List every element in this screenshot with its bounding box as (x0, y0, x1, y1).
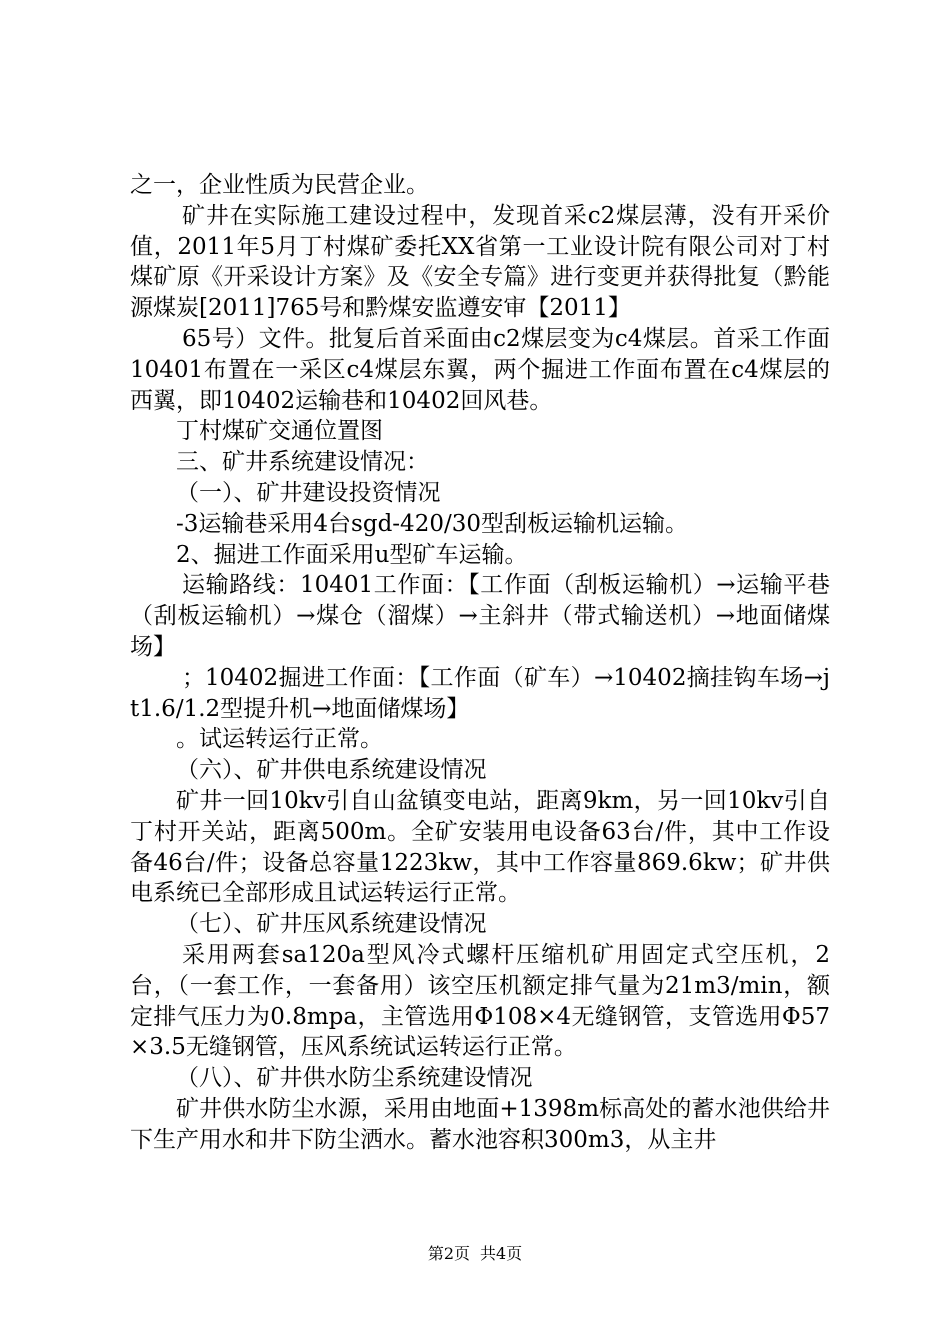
paragraph-9: 运输路线：10401工作面：【工作面（刮板运输机）→运输平巷（刮板运输机）→煤仓（溜煤）→主斜井（带式输送机）→地面储煤场】 (130, 572, 830, 660)
paragraph-10: ；10402掘进工作面：【工作面（矿车）→10402摘挂钩车场→jt1.6/1.2型提升机→地面储煤场】 (130, 664, 830, 722)
paragraph-11: 。试运转运行正常。 (176, 726, 383, 753)
paragraph-8: 2、掘进工作面采用u型矿车运输。 (176, 541, 528, 568)
paragraph-1: 之一，企业性质为民营企业。 (130, 172, 429, 198)
paragraph-16: （八）、矿井供水防尘系统建设情况 (176, 1065, 533, 1092)
page-number: 第2页 (427, 1244, 470, 1263)
paragraph-4: 丁村煤矿交通位置图 (176, 418, 383, 445)
page-footer (0, 1244, 950, 1264)
page-total: 共4页 (480, 1244, 523, 1263)
paragraph-6: （一）、矿井建设投资情况 (176, 479, 441, 506)
paragraph-7: -3运输巷采用4台sgd-420/30型刮板运输机运输。 (176, 510, 688, 537)
document-body (130, 170, 830, 1156)
paragraph-14: （七）、矿井压风系统建设情况 (176, 911, 487, 938)
paragraph-13: 矿井一回10kv引自山盆镇变电站，距离9km，另一回10kv引自丁村开关站，距离500m。全矿安装用电设备63台/件，其中工作设备46台/件；设备总容量1223kw，其中工作容量869.6kw；矿井供电系统已全部形成且试运转运行正常。 (130, 787, 830, 907)
paragraph-2: 矿井在实际施工建设过程中，发现首采c2煤层薄，没有开采价值，2011年5月丁村煤矿委托XX省第一工业设计院有限公司对丁村煤矿原《开采设计方案》及《安全专篇》进行变更并获得批复（黔能源煤炭[2011]765号和黔煤安监遵安审【2011】 (130, 202, 830, 322)
paragraph-3: 65号）文件。批复后首采面由c2煤层变为c4煤层。首采工作面10401布置在一采区c4煤层东翼，两个掘进工作面布置在c4煤层的西翼，即10402运输巷和10402回风巷。 (130, 325, 830, 414)
paragraph-15: 采用两套sa120a型风冷式螺杆压缩机矿用固定式空压机，2台，（一套工作，一套备用）该空压机额定排气量为21m3/min，额定排气压力为0.8mpa，主管选用Φ108×4无缝钢管，支管选用Φ57×3.5无缝钢管，压风系统试运转运行正常。 (130, 941, 830, 1061)
paragraph-17: 矿井供水防尘水源，采用由地面+1398m标高处的蓄水池供给井下生产用水和井下防尘洒水。蓄水池容积300m3，从主井 (130, 1095, 830, 1153)
paragraph-5: 三、矿井系统建设情况： (176, 449, 429, 476)
paragraph-12: （六）、矿井供电系统建设情况 (176, 757, 487, 784)
